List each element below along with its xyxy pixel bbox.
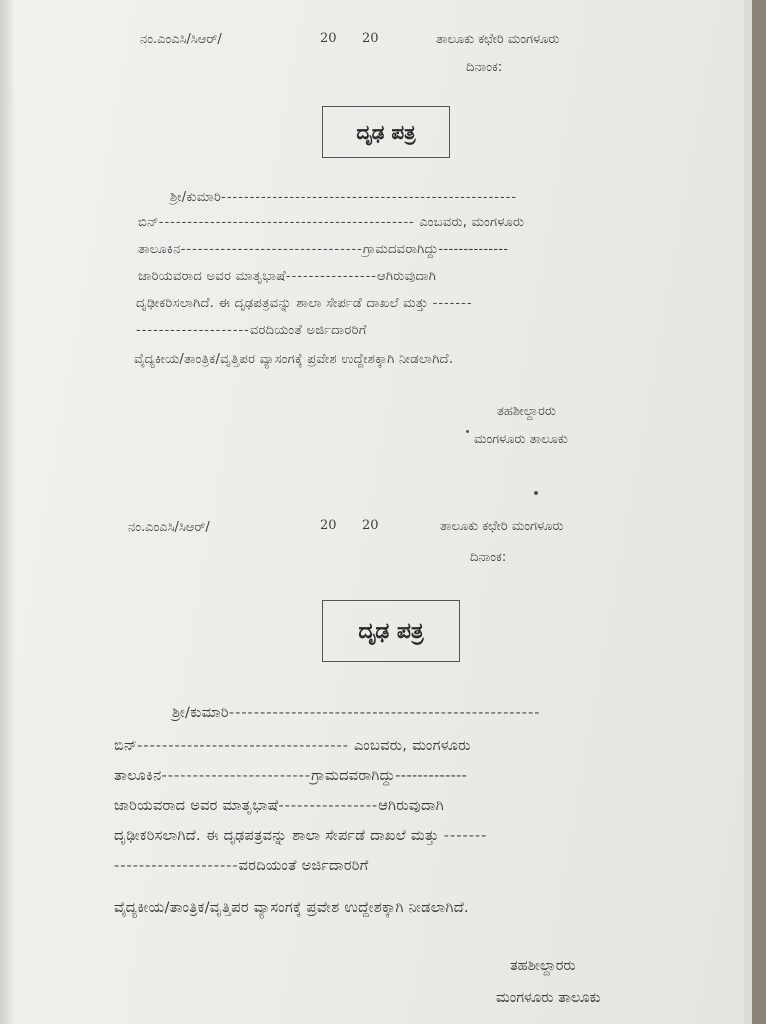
document-title-box <box>322 106 450 158</box>
line-label: ಜಾರಿಯವರಾದ ಅವರ ಮಾತೃಭಾಷೆ <box>138 269 286 284</box>
document-title: ದೃಢ ಪತ್ರ <box>356 120 416 144</box>
signatory-place: ಮಂಗಳೂರು ತಾಲೂಕು <box>474 432 568 447</box>
blank-field: ------- <box>432 296 473 311</box>
ink-speck <box>534 491 538 495</box>
line-tail: ಆಗಿರುವುದಾಗಿ <box>376 269 437 284</box>
year-field-a: 20 <box>320 518 337 533</box>
line-tail: ಎಂಬವರು, ಮಂಗಳೂರು <box>419 215 525 230</box>
form-line-purpose <box>114 900 469 916</box>
year-field-b: 20 <box>362 31 379 46</box>
form-line-purpose <box>134 352 453 367</box>
blank-field: -------------------- <box>114 858 239 874</box>
line-tail: ಎಂಬವರು, ಮಂಗಳೂರು <box>353 738 471 754</box>
blank-field: -------------------------------- <box>180 242 363 257</box>
form-line-father <box>114 738 471 754</box>
line-label: ದೃಢೀಕರಿಸಲಾಗಿದೆ. ಈ ದೃಢಪತ್ರವನ್ನು ಶಾಲಾ ಸೇರ್ಪಡೆ ದಾಖಲೆ ಮತ್ತು <box>136 296 429 311</box>
blank-field: -------------------------------------------------- <box>228 705 541 721</box>
reference-number: ನಂ.ಎಂಎಸಿ/ಸಿಆರ್/ <box>128 520 210 535</box>
line-label: ತಾಲೂಕಿನ <box>138 242 181 257</box>
office-name: ತಾಲೂಕು ಕಛೇರಿ ಮಂಗಳೂರು <box>440 519 564 534</box>
line-label: ಬಿನ್ <box>114 738 138 754</box>
document-title-box <box>322 600 460 662</box>
blank-field: ---------------------------------------------------- <box>221 190 518 205</box>
form-line-report <box>114 858 368 874</box>
line-tail: ಗ್ರಾಮದವರಾಗಿದ್ದು------------- <box>311 768 468 784</box>
form-line-certify <box>114 828 487 844</box>
line-label: ಜಾರಿಯವರಾದ ಅವರ ಮಾತೃಭಾಷೆ <box>114 798 279 814</box>
date-label: ದಿನಾಂಕ: <box>470 550 507 565</box>
form-line-language <box>114 798 444 814</box>
line-tail: ವರದಿಯಂತೆ ಅರ್ಜಿದಾರರಿಗೆ <box>249 323 367 338</box>
year-field-a: 20 <box>320 31 337 46</box>
form-line-language <box>138 269 436 284</box>
form-line-certify <box>136 296 473 311</box>
line-label: ತಾಲೂಕಿನ <box>114 768 162 784</box>
blank-field: --------------------------------------------- <box>158 215 415 230</box>
form-line-father <box>138 215 524 230</box>
date-label: ದಿನಾಂಕ: <box>466 60 503 75</box>
form-line-taluk <box>114 768 467 784</box>
office-name: ತಾಲೂಕು ಕಛೇರಿ ಮಂಗಳೂರು <box>436 32 560 47</box>
line-label: ದೃಢೀಕರಿಸಲಾಗಿದೆ. ಈ ದೃಢಪತ್ರವನ್ನು ಶಾಲಾ ಸೇರ್ಪಡೆ ದಾಖಲೆ ಮತ್ತು <box>114 828 439 844</box>
blank-field: ---------------------------------- <box>137 738 350 754</box>
blank-field: ---------------- <box>285 269 377 284</box>
line-tail: ವರದಿಯಂತೆ ಅರ್ಜಿದಾರರಿಗೆ <box>238 858 369 874</box>
signatory-place: ಮಂಗಳೂರು ತಾಲೂಕು <box>496 990 601 1006</box>
line-label: ವೈದ್ಯಕೀಯ/ತಾಂತ್ರಿಕ/ವೃತ್ತಿಪರ ವ್ಯಾಸಂಗಕ್ಕೆ ಪ್ರವೇಶ ಉದ್ದೇಶಕ್ಕಾಗಿ ನೀಡಲಾಗಿದೆ. <box>134 352 454 367</box>
signatory-title: ತಹಶೀಲ್ದಾರರು <box>497 404 556 419</box>
form-line-report <box>136 323 367 338</box>
reference-number: ನಂ.ಎಂಎಸಿ/ಸಿಆರ್/ <box>140 32 222 47</box>
blank-field: -------------------- <box>136 323 250 338</box>
blank-field: ---------------- <box>278 798 379 814</box>
signatory-title: ತಹಶೀಲ್ದಾರರು <box>510 958 576 974</box>
line-tail: ಆಗಿರುವುದಾಗಿ <box>378 798 444 814</box>
line-label: ಶ್ರೀ/ಕುಮಾರಿ <box>172 705 229 721</box>
blank-field: ------- <box>443 828 488 844</box>
form-line-taluk <box>138 242 508 257</box>
document-title: ದೃಢ ಪತ್ರ <box>358 618 424 644</box>
page-edge-shadow <box>0 0 14 1024</box>
line-label: ಶ್ರೀ/ಕುಮಾರಿ <box>170 190 222 205</box>
year-field-b: 20 <box>362 518 379 533</box>
ink-speck <box>466 430 469 433</box>
form-line-name <box>172 705 540 721</box>
line-label: ವೈದ್ಯಕೀಯ/ತಾಂತ್ರಿಕ/ವೃತ್ತಿಪರ ವ್ಯಾಸಂಗಕ್ಕೆ ಪ್ರವೇಶ ಉದ್ದೇಶಕ್ಕಾಗಿ ನೀಡಲಾಗಿದೆ. <box>114 900 469 916</box>
blank-field: ------------------------ <box>161 768 312 784</box>
form-line-name <box>170 190 517 205</box>
line-tail: ಗ್ರಾಮದವರಾಗಿದ್ದು-------------- <box>362 242 509 257</box>
line-label: ಬಿನ್ <box>138 215 159 230</box>
